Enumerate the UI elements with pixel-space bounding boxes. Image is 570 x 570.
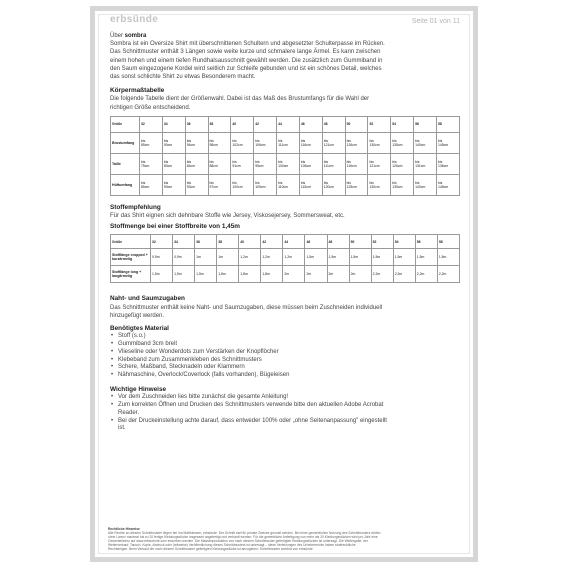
measures-line: Die folgende Tabelle dient der Größenwahl. Dabei ist das Maß des Brustumfangs für die Wahl der bbox=[110, 96, 370, 103]
cell-line: 110cm bbox=[278, 184, 288, 189]
table-cell: 0,9m bbox=[173, 249, 195, 266]
table-cell: 1,8m bbox=[261, 266, 283, 283]
cell-line: 115cm bbox=[300, 184, 311, 189]
fabric-section bbox=[110, 204, 460, 220]
intro-title-name: sombra bbox=[124, 33, 147, 39]
cell-line: bis bbox=[186, 138, 192, 143]
hint-line: ist. bbox=[118, 425, 126, 432]
cell-line: bis bbox=[300, 159, 306, 164]
table-cell bbox=[140, 174, 163, 195]
cell-line: bis bbox=[392, 138, 397, 143]
table-cell bbox=[185, 132, 208, 153]
legal-text bbox=[108, 531, 460, 551]
cell-line: bis bbox=[278, 138, 283, 143]
cell-line: bis bbox=[437, 180, 443, 185]
cell-line: 135cm bbox=[392, 184, 403, 189]
table-cell bbox=[299, 132, 322, 153]
cell-line: 85cm bbox=[141, 184, 150, 189]
cell-line: 126cm bbox=[346, 142, 357, 147]
cell-line: bis bbox=[278, 159, 283, 164]
table-cell bbox=[322, 153, 345, 174]
cell-line: bis bbox=[163, 159, 169, 164]
table-header-cell: 32 bbox=[140, 116, 163, 132]
material-item: • Stoff (s.o.) bbox=[118, 333, 460, 341]
table-cell: 1,5m bbox=[305, 249, 327, 266]
hint-item bbox=[118, 402, 460, 418]
cell-line: 98cm bbox=[209, 142, 218, 147]
hint-line: Reader. bbox=[118, 409, 140, 416]
table-cell: 1m bbox=[195, 249, 217, 266]
cell-line: bis bbox=[209, 138, 214, 143]
table-row bbox=[111, 249, 460, 266]
table-cell bbox=[322, 174, 345, 195]
hints-title: Wichtige Hinweise bbox=[110, 386, 167, 394]
page-number: Seite 01 von 11 bbox=[411, 18, 460, 25]
table-cell bbox=[185, 174, 208, 195]
table-cell bbox=[162, 153, 185, 174]
cell-line: bis bbox=[346, 138, 351, 143]
table-cell bbox=[414, 153, 437, 174]
legal-line: ohne Lizenz maximal bis zu 20 fertige Kleidungsstücke insgesamt angefertigt und verkauft werden. Für die gewerbliche Anfertigung von mehr als 20 Kleidungsstücken wird pro Jahr eine bbox=[108, 535, 378, 540]
cell-line: bis bbox=[300, 138, 306, 143]
table-header-cell: 56 bbox=[415, 235, 437, 249]
intro-line: Das Schnittmuster enthält 3 Längen sowie weite kurze und schmalere lange Ärmel. Es kann zwischen bbox=[110, 49, 381, 56]
fabric-amount-table bbox=[110, 234, 460, 283]
table-header-cell: 46 bbox=[299, 116, 322, 132]
table-cell bbox=[277, 132, 300, 153]
table-cell: 1,5m bbox=[173, 266, 195, 283]
cell-line: 85cm bbox=[141, 142, 150, 147]
table-cell: 2,2m bbox=[415, 266, 437, 283]
table-cell: 0,9m bbox=[151, 249, 173, 266]
cell-line: bis bbox=[232, 159, 237, 164]
table-header-cell: 44 bbox=[277, 116, 300, 132]
row-label: Stofflänge long + langärmelig bbox=[111, 266, 151, 283]
table-cell bbox=[140, 132, 163, 153]
table-cell: 1,5m bbox=[327, 249, 349, 266]
intro-title bbox=[110, 32, 460, 40]
cell-line: bis bbox=[346, 180, 351, 185]
amount-title: Stoffmenge bei einer Stoffbreite von 1,45m bbox=[110, 223, 240, 231]
cell-line: bis bbox=[163, 180, 169, 185]
table-cell: 1,5m bbox=[151, 266, 173, 283]
table-header-row bbox=[111, 116, 460, 132]
page-header bbox=[110, 14, 460, 29]
material-title: Benötigtes Material bbox=[110, 325, 169, 333]
cell-line: bis bbox=[392, 180, 397, 185]
cell-line: 106cm bbox=[300, 163, 312, 168]
intro-line: das sonst schlichte Shirt zu etwas Besonderem macht. bbox=[110, 74, 256, 81]
table-cell bbox=[368, 132, 391, 153]
table-cell: 1,5m bbox=[349, 249, 371, 266]
cell-line: bis bbox=[415, 138, 420, 143]
table-header-cell: Größe bbox=[111, 116, 140, 132]
table-cell: 1,5m bbox=[437, 249, 459, 266]
table-header-cell: 46 bbox=[305, 235, 327, 249]
cell-line: bis bbox=[186, 180, 192, 185]
table-cell bbox=[208, 174, 231, 195]
table-cell bbox=[414, 174, 437, 195]
cell-line: bis bbox=[369, 138, 374, 143]
body-measurement-table bbox=[110, 116, 460, 196]
row-label: Stofflänge cropped + kurzärmelig bbox=[111, 249, 151, 266]
table-cell bbox=[368, 174, 391, 195]
table-header-cell: 52 bbox=[368, 116, 391, 132]
cell-line: 130cm bbox=[369, 142, 380, 147]
cell-line: bis bbox=[186, 159, 192, 164]
cell-line: 135cm bbox=[392, 142, 403, 147]
table-row bbox=[111, 132, 460, 153]
table-header-cell: 34 bbox=[173, 235, 195, 249]
intro-line: Sombra ist ein Oversize Shirt mit überschnittenen Schultern und abgesetzter Schulterpasse im Rücken. bbox=[110, 41, 385, 48]
cell-line: bis bbox=[141, 159, 146, 164]
legal-line: Rechtsfolgen. Beim Verkauf der nach diesem Schnittmuster gefertigten Kleidungsstücke ist anzugeben: Schnittmuster sombra von erbsünde bbox=[108, 547, 313, 552]
cell-line: bis bbox=[232, 138, 237, 143]
table-cell bbox=[414, 132, 437, 153]
material-section bbox=[110, 325, 460, 380]
table-cell bbox=[277, 153, 300, 174]
table-cell bbox=[368, 153, 391, 174]
cell-line: bis bbox=[141, 138, 146, 143]
fabric-title: Stoffempfehlung bbox=[110, 203, 161, 211]
measures-section bbox=[110, 87, 460, 196]
cell-line: bis bbox=[369, 159, 374, 164]
hint-item bbox=[118, 394, 460, 402]
cell-line: 97cm bbox=[209, 184, 218, 189]
seam-line: Das Schnittmuster enthält keine Naht- und Saumzugaben, diese müssen beim Zuschneiden individuell bbox=[110, 304, 383, 311]
table-header-cell: 40 bbox=[239, 235, 261, 249]
cell-line: bis bbox=[437, 138, 443, 143]
table-row bbox=[111, 174, 460, 195]
cell-line: 116cm bbox=[346, 163, 357, 168]
table-header-cell: 38 bbox=[217, 235, 239, 249]
table-cell bbox=[254, 174, 277, 195]
table-cell: 1,2m bbox=[283, 249, 305, 266]
cell-line: bis bbox=[392, 159, 397, 164]
seam-title: Naht- und Saumzugaben bbox=[110, 295, 185, 303]
cell-line: 105cm bbox=[255, 184, 266, 189]
cell-line: bis bbox=[415, 159, 420, 164]
legal-line: Gewerbelizenz auf www.erbsuende.com erworben werden. Die Massenproduktion von nach diesem Schnittmuster gefertigten Kleidungsstücken ist untersagt. Die Weitergabe, der bbox=[108, 539, 368, 544]
table-cell bbox=[162, 132, 185, 153]
row-label: Brustumfang bbox=[111, 132, 140, 153]
table-row bbox=[111, 266, 460, 283]
table-cell: 2,2m bbox=[371, 266, 393, 283]
table-cell: 1,2m bbox=[261, 249, 283, 266]
intro-line: den Saum eingezogene Kordel wird seitlich zur Schleife gebunden und ist ein schönes Detail, welches bbox=[110, 65, 382, 72]
cell-line: bis bbox=[300, 180, 306, 185]
cell-line: 90cm bbox=[163, 142, 173, 147]
cell-line: 111cm bbox=[323, 163, 334, 168]
table-cell bbox=[391, 153, 414, 174]
table-cell bbox=[231, 174, 254, 195]
table-cell: 2,2m bbox=[393, 266, 415, 283]
table-header-row bbox=[111, 235, 460, 249]
hint-line: • Zum korrekten Öffnen und Drucken des Schnittmusters verwende bitte den aktuellen Adobe Acrobat bbox=[118, 402, 384, 409]
table-header-cell: 54 bbox=[393, 235, 415, 249]
table-cell: 2m bbox=[349, 266, 371, 283]
table-cell: 1,5m bbox=[415, 249, 437, 266]
table-cell: 2m bbox=[305, 266, 327, 283]
intro-title-prefix: Über bbox=[110, 33, 125, 39]
table-header-cell: 58 bbox=[436, 116, 459, 132]
cell-line: 90cm bbox=[163, 184, 173, 189]
cell-line: bis bbox=[278, 180, 283, 185]
cell-line: bis bbox=[163, 138, 169, 143]
table-cell bbox=[185, 153, 208, 174]
cell-line: bis bbox=[255, 159, 260, 164]
table-header-cell: 48 bbox=[322, 116, 345, 132]
table-header-cell: 56 bbox=[414, 116, 437, 132]
table-cell bbox=[162, 174, 185, 195]
table-cell bbox=[436, 153, 459, 174]
material-item: • Vlieseline oder Wonderdots zum Verstärken der Knopflöcher bbox=[118, 349, 460, 357]
table-header-cell: 36 bbox=[185, 116, 208, 132]
table-header-cell: 48 bbox=[327, 235, 349, 249]
table-cell: 1m bbox=[217, 249, 239, 266]
cell-line: 80cm bbox=[163, 163, 173, 168]
cell-line: bis bbox=[415, 180, 420, 185]
legal-line: Alle Rechte an diesem Schnittmuster liegen bei Ina Matthiessen, erbsünde. Der Schnitt darf für private Zwecke genutzt werden. Bei einer gewerblichen Nutzung des Schnittmusters dürfen bbox=[108, 531, 381, 536]
table-cell: 1,2m bbox=[239, 249, 261, 266]
cell-line: 140cm bbox=[415, 184, 426, 189]
cell-line: 140cm bbox=[415, 142, 426, 147]
cell-line: 100cm bbox=[278, 163, 289, 168]
table-cell bbox=[231, 153, 254, 174]
table-cell: 1,8m bbox=[217, 266, 239, 283]
cell-line: 126cm bbox=[392, 163, 403, 168]
table-cell bbox=[345, 153, 368, 174]
table-cell bbox=[345, 174, 368, 195]
cell-line: 111cm bbox=[278, 142, 288, 147]
cell-line: 120cm bbox=[323, 184, 334, 189]
cell-line: bis bbox=[323, 138, 329, 143]
table-cell: 2,2m bbox=[437, 266, 459, 283]
table-cell bbox=[322, 132, 345, 153]
measures-title: Körpermaßtabelle bbox=[110, 87, 165, 95]
table-cell bbox=[277, 174, 300, 195]
table-header-cell: 34 bbox=[162, 116, 185, 132]
table-cell: 1,5m bbox=[393, 249, 415, 266]
material-item: • Gummiband 3cm breit bbox=[118, 341, 460, 349]
fabric-text: Für das Shirt eignen sich dehnbare Stoffe wie Jersey, Viskosejersey, Sommersweat, etc. bbox=[110, 213, 345, 220]
table-header-cell: 40 bbox=[231, 116, 254, 132]
cell-line: 130cm bbox=[369, 184, 380, 189]
table-cell bbox=[436, 174, 459, 195]
measures-text bbox=[110, 95, 460, 111]
cell-line: bis bbox=[209, 159, 214, 164]
table-cell bbox=[299, 174, 322, 195]
table-cell bbox=[254, 132, 277, 153]
table-cell: 2m bbox=[327, 266, 349, 283]
cell-line: bis bbox=[437, 159, 443, 164]
material-item: • Nähmaschine, Overlock/Coverlock (falls vorhanden), Bügeleisen bbox=[118, 372, 460, 380]
table-cell: 1,5m bbox=[195, 266, 217, 283]
material-list bbox=[110, 333, 460, 380]
brand-logo: erbsünde bbox=[110, 14, 159, 25]
cell-line: 125cm bbox=[346, 184, 357, 189]
seam-text bbox=[110, 304, 460, 320]
row-label: Hüftumfang bbox=[111, 174, 140, 195]
table-cell bbox=[299, 153, 322, 174]
seam-section bbox=[110, 295, 460, 320]
table-cell bbox=[345, 132, 368, 153]
table-header-cell: 42 bbox=[261, 235, 283, 249]
intro-line: einem hohen und einem tiefen Rundhalsausschnitt gewählt werden. Die zusätzlich zum Gummiband in bbox=[110, 57, 383, 64]
cell-line: bis bbox=[232, 180, 237, 185]
table-header-cell: 58 bbox=[437, 235, 459, 249]
seam-line: hinzugefügt werden. bbox=[110, 312, 165, 319]
cell-line: bis bbox=[323, 180, 329, 185]
intro-text bbox=[110, 40, 460, 81]
row-label: Taille bbox=[111, 153, 140, 174]
table-cell bbox=[208, 153, 231, 174]
table-header-cell: 54 bbox=[391, 116, 414, 132]
table-header-cell: 50 bbox=[349, 235, 371, 249]
table-cell bbox=[140, 153, 163, 174]
legal-line: Weiterverkauf, Tausch, Kopie, Abdruck oder (teilweise) Veröffentlichung dieses Schnittmusters ist untersagt – diese Verletzungen des Urheberrechts haben strafrechtliche bbox=[108, 543, 356, 548]
table-cell bbox=[231, 132, 254, 153]
cell-line: bis bbox=[141, 180, 146, 185]
table-header-cell: 52 bbox=[371, 235, 393, 249]
cell-line: bis bbox=[369, 180, 374, 185]
hints-list bbox=[110, 394, 460, 433]
cell-line: 145cm bbox=[437, 184, 449, 189]
table-header-cell: 38 bbox=[208, 116, 231, 132]
cell-line: 84cm bbox=[186, 163, 195, 168]
table-header-cell: 42 bbox=[254, 116, 277, 132]
cell-line: 136cm bbox=[437, 163, 449, 168]
material-item: • Klebeband zum Zusammenkleben des Schnittmusters bbox=[118, 357, 460, 365]
table-cell bbox=[254, 153, 277, 174]
legal-title: Rechtliche Hinweise bbox=[108, 527, 140, 531]
legal-footer bbox=[108, 527, 460, 552]
cell-line: 121cm bbox=[323, 142, 334, 147]
cell-line: 88cm bbox=[209, 163, 218, 168]
table-header-cell: 32 bbox=[151, 235, 173, 249]
cell-line: bis bbox=[255, 138, 260, 143]
cell-line: 91cm bbox=[232, 163, 241, 168]
table-header-cell: 36 bbox=[195, 235, 217, 249]
cell-line: bis bbox=[209, 180, 214, 185]
cell-line: 116cm bbox=[300, 142, 311, 147]
measures-line: richtigen Größe entscheidend. bbox=[110, 104, 191, 111]
table-cell bbox=[436, 132, 459, 153]
cell-line: 93cm bbox=[186, 184, 195, 189]
material-item: • Schere, Maßband, Stecknadeln oder Klammern bbox=[118, 364, 460, 372]
table-cell: 1,5m bbox=[371, 249, 393, 266]
table-cell bbox=[208, 132, 231, 153]
cell-line: 75cm bbox=[141, 163, 150, 168]
cell-line: 121cm bbox=[369, 163, 380, 168]
hint-line: • Bei der Druckeinstellung achte darauf, dass entweder 100% oder „ohne Seitenanpassung" eingestellt bbox=[118, 417, 387, 424]
cell-line: bis bbox=[346, 159, 351, 164]
cell-line: bis bbox=[323, 159, 329, 164]
cell-line: 131cm bbox=[415, 163, 426, 168]
cell-line: 95cm bbox=[255, 163, 264, 168]
table-cell bbox=[391, 174, 414, 195]
cell-line: 106cm bbox=[255, 142, 266, 147]
table-cell bbox=[391, 132, 414, 153]
table-row bbox=[111, 153, 460, 174]
amount-section bbox=[110, 223, 460, 283]
cell-line: 102cm bbox=[232, 142, 243, 147]
table-header-cell: Größe bbox=[111, 235, 151, 249]
hint-item bbox=[118, 418, 460, 434]
table-cell: 1,8m bbox=[239, 266, 261, 283]
table-header-cell: 44 bbox=[283, 235, 305, 249]
hints-section bbox=[110, 386, 460, 433]
table-header-cell: 50 bbox=[345, 116, 368, 132]
page-content bbox=[110, 14, 460, 433]
table-cell: 2m bbox=[283, 266, 305, 283]
hint-line: • Vor dem Zuschneiden lies bitte zunächst die gesamte Anleitung! bbox=[118, 394, 289, 401]
cell-line: 100cm bbox=[232, 184, 243, 189]
cell-line: bis bbox=[255, 180, 260, 185]
cell-line: 145cm bbox=[437, 142, 449, 147]
intro-section bbox=[110, 32, 460, 81]
cell-line: 94cm bbox=[186, 142, 195, 147]
